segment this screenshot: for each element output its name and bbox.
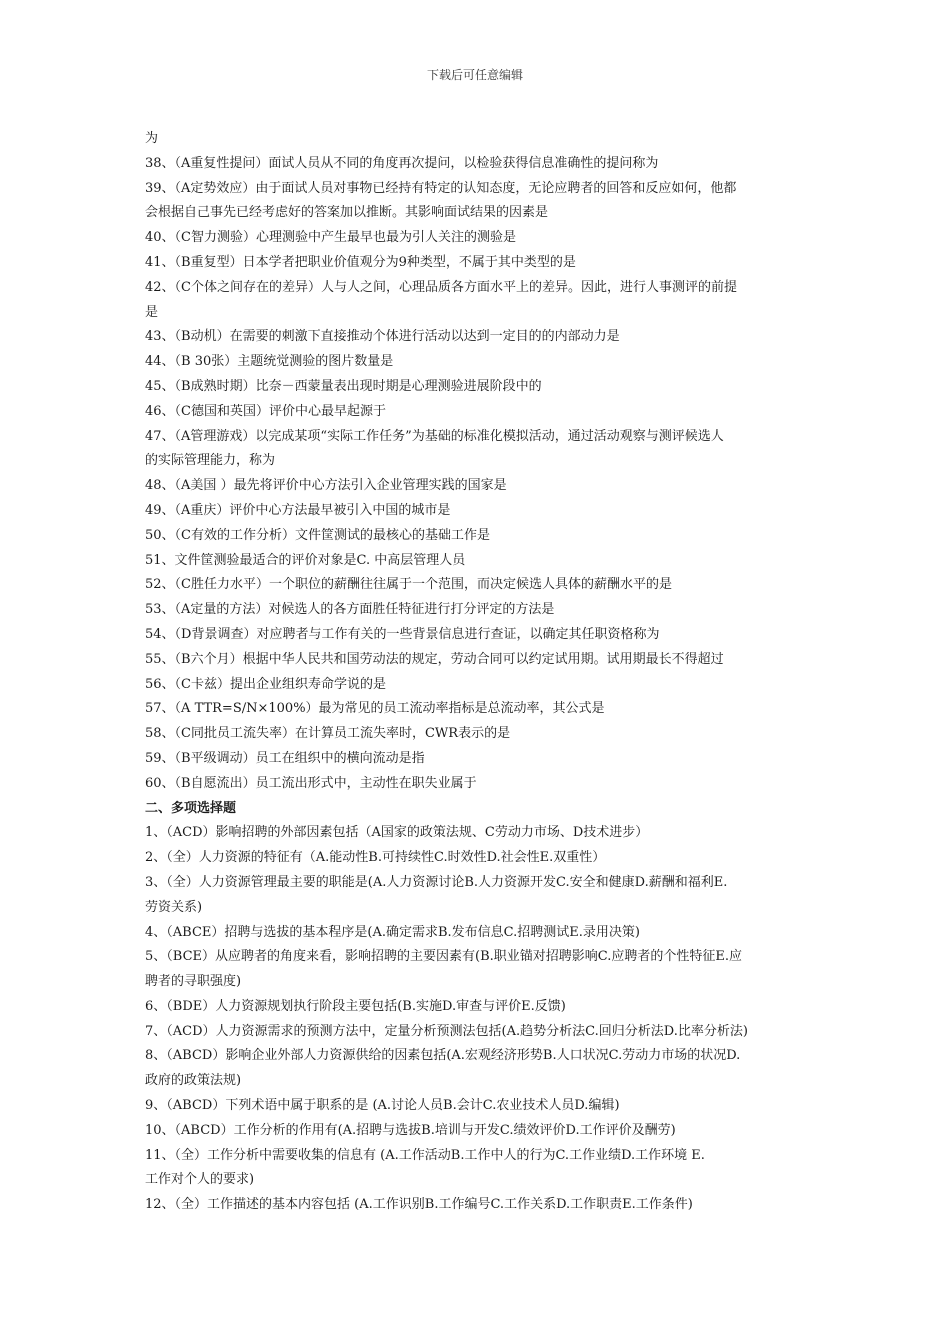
- text-line: 51、文件筐测验最适合的评价对象是C. 中高层管理人员: [145, 552, 466, 568]
- text-line: 39、（A定势效应）由于面试人员对事物已经持有特定的认知态度，无论应聘者的回答和反应如何，他都: [145, 180, 737, 196]
- text-line: 54、（D背景调查）对应聘者与工作有关的一些背景信息进行查证，以确定其任职资格称为: [145, 626, 660, 642]
- text-line: 1、（ACD）影响招聘的外部因素包括（A国家的政策法规、C劳动力市场、D技术进步）: [145, 825, 649, 841]
- text-line: 劳资关系): [145, 899, 203, 915]
- text-line: 56、（C卡兹）提出企业组织寿命学说的是: [145, 676, 386, 692]
- text-line: 53、（A定量的方法）对候选人的各方面胜任特征进行打分评定的方法是: [145, 602, 555, 618]
- text-line: 48、（A美国 ）最先将评价中心方法引入企业管理实践的国家是: [145, 478, 507, 494]
- text-line: 42、（C个体之间存在的差异）人与人之间，心理品质各方面水平上的差异。因此，进行人事测评的前提: [145, 279, 737, 295]
- text-line: 为: [145, 131, 159, 146]
- text-line: 7、（ACD）人力资源需求的预测方法中，定量分析预测法包括(A.趋势分析法C.回归分析法D.比率分析法): [145, 1023, 748, 1039]
- text-line: 52、（C胜任力水平）一个职位的薪酬往往属于一个范围，而决定候选人具体的薪酬水平的是: [145, 577, 672, 593]
- text-line: 41、（B重复型）日本学者把职业价值观分为9种类型，不属于其中类型的是: [145, 254, 576, 270]
- section-heading: 二、多项选择题: [145, 800, 237, 816]
- text-line: 45、（B成熟时期）比奈－西蒙量表出现时期是心理测验进展阶段中的: [145, 378, 542, 394]
- text-line: 10、（ABCD）工作分析的作用有(A.招聘与选拔B.培训与开发C.绩效评价D.工作评价及酬劳): [145, 1122, 676, 1138]
- text-line: 40、（C智力测验）心理测验中产生最早也最为引人关注的测验是: [145, 230, 516, 246]
- text-line: 47、（A管理游戏）以完成某项“实际工作任务”为基础的标准化模拟活动，通过活动观察与测评候选人: [145, 428, 724, 444]
- text-line: 聘者的寻职强度): [145, 974, 242, 990]
- text-line: 58、（C同批员工流失率）在计算员工流失率时，CWR表示的是: [145, 726, 511, 742]
- text-line: 的实际管理能力，称为: [145, 453, 276, 469]
- text-line: 49、（A重庆）评价中心方法最早被引入中国的城市是: [145, 502, 451, 518]
- page-header: 下载后可任意编辑: [426, 68, 523, 82]
- text-line: 43、（B动机）在需要的刺激下直接推动个体进行活动以达到一定目的的内部动力是: [145, 329, 620, 345]
- text-line: 会根据自己事先已经考虑好的答案加以推断。其影响面试结果的因素是: [145, 205, 549, 221]
- text-line: 59、（B平级调动）员工在组织中的横向流动是指: [145, 750, 425, 766]
- text-line: 4、（ABCE）招聘与选拔的基本程序是(A.确定需求B.发布信息C.招聘测试E.录用决策): [145, 924, 640, 940]
- text-line: 57、（A TTR=S/N×100%）最为常见的员工流动率指标是总流动率，其公式是: [145, 701, 605, 717]
- text-line: 3、（全）人力资源管理最主要的职能是(A.人力资源讨论B.人力资源开发C.安全和健康D.薪酬和福利E.: [145, 874, 728, 890]
- text-line: 6、（BDE）人力资源规划执行阶段主要包括(B.实施D.审查与评价E.反馈): [145, 998, 566, 1014]
- text-line: 46、（C德国和英国）评价中心最早起源于: [145, 403, 386, 419]
- text-line: 12、（全）工作描述的基本内容包括 (A.工作识别B.工作编号C.工作关系D.工作职责E.工作条件): [145, 1197, 693, 1213]
- text-line: 是: [145, 304, 159, 320]
- text-line: 5、（BCE）从应聘者的角度来看，影响招聘的主要因素有(B.职业锚对招聘影响C.应聘者的个性特征E.应: [145, 949, 742, 965]
- text-line: 2、（全）人力资源的特征有（A.能动性B.可持续性C.时效性D.社会性E.双重性）: [145, 850, 606, 866]
- text-line: 50、（C有效的工作分析）文件筐测试的最核心的基础工作是: [145, 527, 490, 543]
- text-line: 政府的政策法规): [145, 1073, 242, 1089]
- text-line: 60、（B自愿流出）员工流出形式中，主动性在职失业属于: [145, 775, 477, 791]
- text-line: 8、（ABCD）影响企业外部人力资源供给的因素包括(A.宏观经济形势B.人口状况C.劳动力市场的状况D.: [145, 1048, 741, 1064]
- text-line: 工作对个人的要求): [145, 1172, 255, 1188]
- text-line: 55、（B六个月）根据中华人民共和国劳动法的规定，劳动合同可以约定试用期。试用期最长不得超过: [145, 651, 724, 667]
- text-line: 11、（全）工作分析中需要收集的信息有 (A.工作活动B.工作中人的行为C.工作业绩D.工作环境 E.: [145, 1147, 705, 1163]
- document-body: [145, 127, 813, 1218]
- text-line: 44、（B 30张）主题统觉测验的图片数量是: [145, 354, 394, 370]
- text-line: 9、（ABCD）下列术语中属于职系的是 (A.讨论人员B.会计C.农业技术人员D.编辑): [145, 1098, 620, 1114]
- text-line: 38、（A重复性提问）面试人员从不同的角度再次提问，以检验获得信息准确性的提问称为: [145, 155, 659, 171]
